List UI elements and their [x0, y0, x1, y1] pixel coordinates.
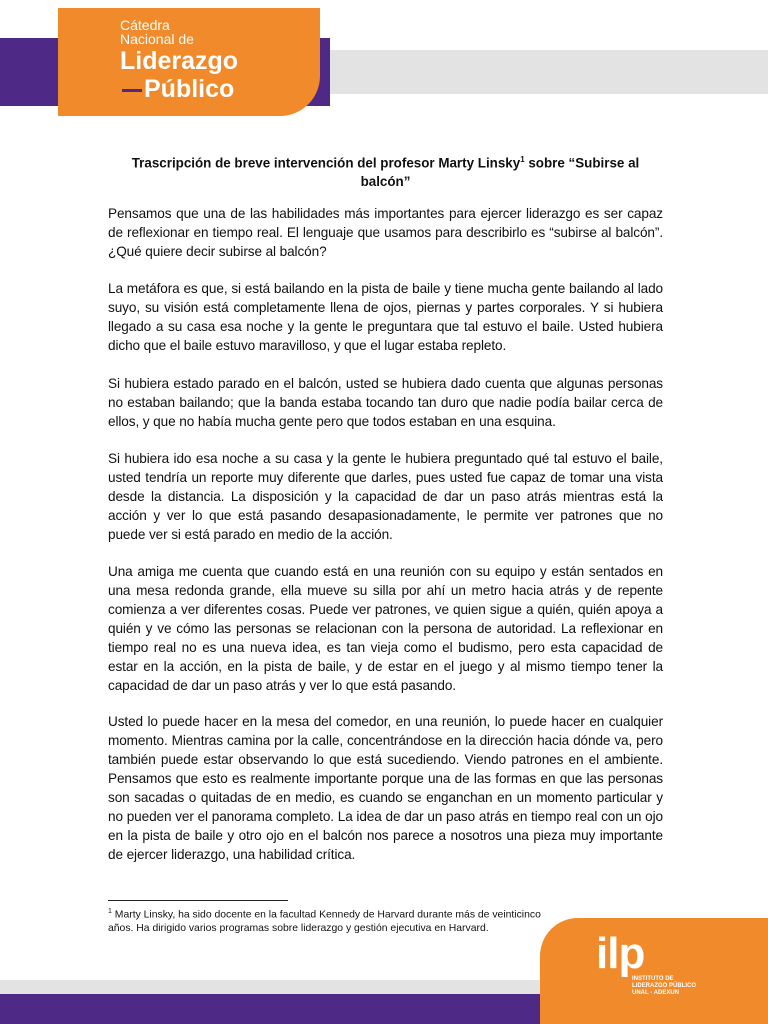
- logo-line-3: Liderazgo: [120, 47, 239, 75]
- logo-line-1: Cátedra: [120, 17, 170, 33]
- footnote: [108, 905, 563, 936]
- ilp-logo: [540, 918, 768, 1024]
- footnote-text: Marty Linsky, ha sido docente en la facultad Kennedy de Harvard durante más de veinticinco años. Ha dirigido varios programas sobre liderazgo y gestión ejecutiva en Harvard.: [108, 909, 541, 935]
- header-grey-band: [330, 50, 768, 94]
- paragraph-1: Pensamos que una de las habilidades más importantes para ejercer liderazgo es ser capaz de reflexionar en tiempo real. El lenguaje que usamos para describirlo es “subirse al balcón”. ¿Qué quiere decir subirse al balcón?: [108, 206, 663, 259]
- document-title: [108, 150, 663, 191]
- logo-dash: [122, 89, 142, 92]
- ilp-logo-subtitle: [632, 976, 696, 997]
- logo-line-4: Público: [144, 75, 235, 103]
- paragraph-6: Usted lo puede hacer en la mesa del comedor, en una reunión, lo puede hacer en cualquier momento. Mientras camina por la calle, concentrándose en la dirección hacia dónde va, pero también puede estar observando lo que está sucediendo. Viendo patrones en el ambiente. Pensamos que esto es realmente importante porque una de las formas en que las personas son sacadas o quitadas de en medio, es cuando se enganchan en un momento particular y no pueden ver el panorama completo. La idea de dar un paso atrás en tiempo real con un ojo en la pista de baile y otro ojo en el balcón nos parece a nosotros una pieza muy importante de ejercer liderazgo, una habilidad crítica.: [108, 714, 663, 862]
- paragraph-4: Si hubiera ido esa noche a su casa y la gente le hubiera preguntado qué tal estuvo el baile, usted tendría un reporte muy diferente que darles, pues usted fue capaz de tomar una vista desde la distancia. La disposición y la capacidad de dar un paso atrás mientras está la acción y ver lo que está pasando desapasionadamente, le permite ver patrones que no puede ver si está parado en medio de la acción.: [108, 451, 663, 542]
- paragraph-2: La metáfora es que, si está bailando en la pista de baile y tiene mucha gente bailando al lado suyo, su visión está completamente llena de ojos, piernas y partes corporales. Y si hubiera llegado a su casa esa noche y la gente le preguntara que tal estuvo el baile. Usted hubiera dicho que el baile estuvo maravilloso, y que el lugar estaba repleto.: [108, 281, 663, 353]
- ilp-logo-mark: ilp: [596, 929, 645, 978]
- title-footnote-ref: 1: [520, 155, 525, 164]
- ilp-sub-line-1: INSTITUTO DE: [632, 976, 674, 982]
- footer-grey-band: [0, 980, 560, 994]
- logo-line-2: Nacional de: [120, 31, 194, 47]
- paragraph-3: Si hubiera estado parado en el balcón, usted se hubiera dado cuenta que algunas personas no estaban bailando; que la banda estaba tocando tan duro que nadie podía bailar cerca de ellos, y que no había mucha gente pero que todos estaban en una esquina.: [108, 376, 663, 429]
- ilp-sub-line-2: LIDERAZGO PÚBLICO: [632, 983, 696, 989]
- title-end: sobre “Subirse al balcón”: [360, 155, 640, 190]
- ilp-sub-line-3: UNAL - ADEXUN: [632, 990, 680, 996]
- title-main: Trascripción de breve intervención del profesor Marty Linsky: [131, 155, 521, 171]
- footnote-mark: 1: [108, 908, 112, 915]
- catedra-logo: [58, 8, 320, 116]
- paragraph-5: Una amiga me cuenta que cuando está en una reunión con su equipo y están sentados en una mesa redonda grande, ella mueve su silla por ahí un metro hacia atrás y de repente comienza a ver diferentes cosas. Puede ver patrones, ve quien sigue a quién, quién apoya a quién y ve cómo las personas se relacionan con la persona de autoridad. La reflexionar en tiempo real no es una nueva idea, es tan vieja como el budismo, pero esta capacidad de estar en la acción, en la pista de baile, y de estar en el juego y al mismo tiempo tener la capacidad de dar un paso atrás y ver lo que está pasando.: [108, 564, 663, 693]
- footnote-separator: [108, 900, 288, 901]
